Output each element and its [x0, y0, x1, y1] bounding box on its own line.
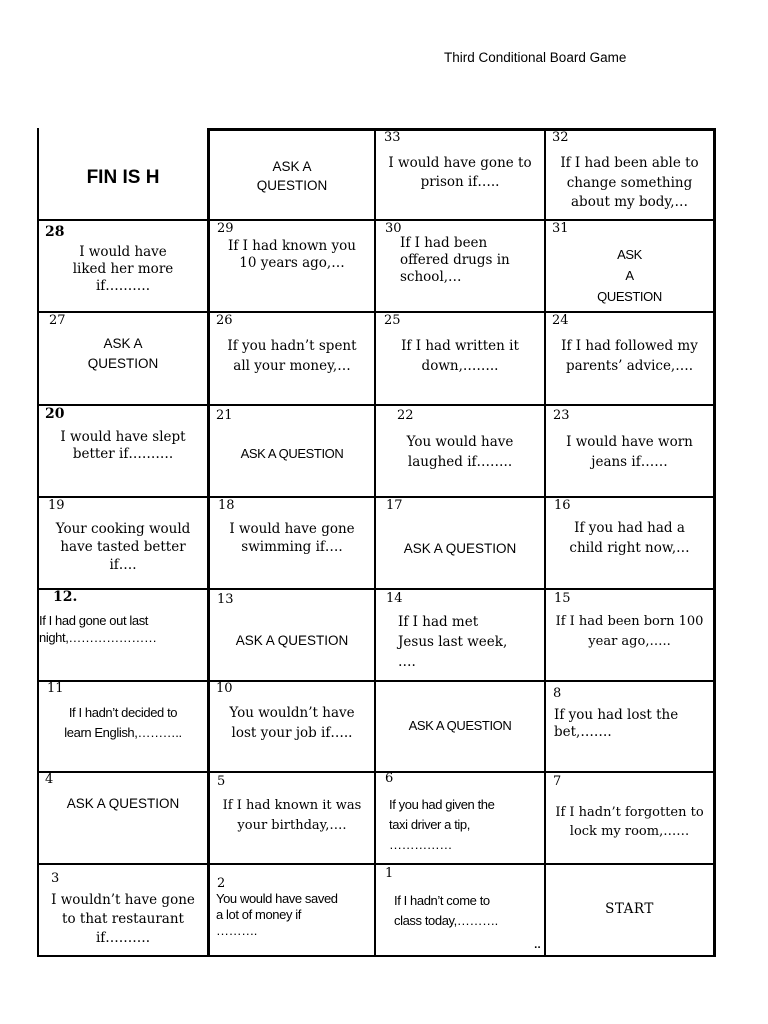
cell-number: 18 [218, 498, 235, 513]
cell-text: QUESTION [87, 356, 159, 371]
board-cell [546, 313, 713, 404]
board-cell [39, 682, 207, 771]
board-cell [210, 221, 374, 311]
cell-text: ………. [216, 923, 258, 938]
board-cell [376, 682, 544, 771]
cell-text: I would have gone to [388, 155, 532, 171]
cell-number: 24 [552, 313, 569, 328]
cell-text: ASK [617, 247, 642, 262]
cell-number: 22 [397, 408, 414, 423]
cell-text: if………. [95, 278, 151, 294]
cell-dots: .. [534, 941, 541, 951]
cell-text: I wouldn’t have gone [51, 892, 195, 908]
cell-number: 33 [384, 130, 401, 145]
cell-text: Jesus last week, [398, 634, 508, 650]
cell-number: 27 [49, 313, 66, 328]
cell-text: If I had gone out last [39, 613, 149, 628]
cell-text: ASK A QUESTION [66, 796, 180, 811]
board-cell [376, 865, 544, 955]
cell-number: 29 [217, 221, 234, 236]
cell-text: class today,………. [394, 913, 498, 928]
board-cell [39, 221, 207, 311]
cell-number: 7 [553, 774, 562, 789]
cell-number: 6 [385, 771, 394, 786]
board-cell [210, 865, 374, 955]
board-cell [39, 590, 207, 680]
start-label: START [605, 901, 654, 917]
board-cell [39, 865, 207, 955]
cell-number: 10 [216, 681, 233, 696]
cell-text: …………… [389, 837, 453, 852]
cell-text: ASK A [103, 336, 143, 351]
cell-text: bet,……. [554, 724, 612, 740]
board-cell [546, 130, 713, 219]
cell-text: You wouldn’t have [229, 705, 355, 721]
cell-text: I would have gone [229, 521, 355, 537]
board-cell [376, 221, 544, 311]
cell-text: swimming if…. [241, 539, 343, 555]
board-cell [546, 406, 713, 496]
cell-text: I would have [79, 244, 167, 260]
cell-number: 32 [552, 130, 569, 145]
cell-text: If I hadn’t come to [394, 893, 490, 908]
cell-text: …. [398, 654, 416, 670]
board-cell [39, 773, 207, 863]
cell-text: ASK A [272, 159, 312, 174]
cell-number: 8 [553, 686, 562, 701]
cell-text: to that restaurant [62, 911, 184, 927]
board-cell [376, 313, 544, 404]
cell-number: 5 [217, 774, 226, 789]
cell-text: If I had known it was [222, 798, 362, 813]
cell-text: all your money,… [233, 358, 351, 374]
cell-text: offered drugs in [400, 252, 510, 268]
start-cell [546, 865, 713, 955]
board-cell [39, 498, 207, 588]
cell-text: lost your job if….. [231, 725, 353, 741]
cell-text: liked her more [72, 261, 174, 277]
cell-text: You would have saved [216, 891, 338, 906]
cell-text: if…. [109, 557, 137, 573]
cell-number: 25 [384, 313, 401, 328]
cell-text: have tasted better [60, 539, 186, 555]
cell-text: If I had been [400, 235, 488, 251]
board-cell [546, 682, 713, 771]
cell-text: If you hadn’t spent [227, 338, 357, 354]
cell-text: 10 years ago,… [239, 255, 345, 271]
cell-text: laughed if…….. [407, 454, 513, 470]
cell-text: school,… [400, 269, 462, 285]
cell-number: 1 [385, 866, 394, 881]
cell-number: 20 [45, 406, 65, 422]
cell-number: 3 [51, 871, 60, 886]
board-cell [210, 130, 374, 219]
cell-text: QUESTION [597, 289, 662, 304]
cell-text: If I had been able to [560, 155, 699, 171]
board-cell [210, 590, 374, 680]
board-cell [376, 130, 544, 219]
cell-text: If I hadn’t forgotten to [555, 805, 704, 820]
cell-text: If I hadn’t decided to [68, 705, 178, 720]
board-cell [39, 313, 207, 404]
page-title: Third Conditional Board Game [444, 50, 627, 65]
cell-text: year ago,….. [588, 634, 671, 649]
cell-number: 19 [48, 498, 65, 513]
cell-number: 30 [385, 221, 402, 236]
board-cell [376, 498, 544, 588]
cell-text: If you had had a [574, 520, 685, 536]
cell-text: ASK A QUESTION [235, 633, 349, 648]
cell-number: 2 [217, 876, 226, 891]
cell-text: I would have slept [60, 429, 186, 445]
cell-text: If I had written it [401, 338, 519, 354]
board-cell [376, 590, 544, 680]
finish-cell [39, 130, 207, 219]
cell-text: ASK A QUESTION [408, 718, 512, 733]
cell-text: if………. [95, 930, 151, 946]
cell-number: 23 [553, 408, 570, 423]
cell-number: 13 [217, 592, 234, 607]
cell-number: 12. [53, 589, 78, 605]
cell-number: 14 [386, 591, 403, 606]
cell-text: If I had met [398, 614, 479, 630]
board-cell [546, 590, 713, 680]
board-cell [39, 406, 207, 496]
cell-number: 31 [552, 221, 569, 236]
cell-number: 21 [216, 408, 233, 423]
cell-number: 17 [386, 498, 403, 513]
cell-text: jeans if…… [591, 454, 668, 470]
cell-text: Your cooking would [55, 521, 191, 537]
board-cell [376, 773, 544, 863]
cell-text: If I had followed my [561, 338, 698, 354]
cell-text: prison if….. [420, 174, 500, 190]
cell-text: ASK A QUESTION [240, 446, 344, 461]
cell-text: about my body,… [571, 194, 688, 210]
cell-text: lock my room,…… [569, 824, 690, 839]
cell-text: taxi driver a tip, [389, 817, 470, 832]
cell-text: child right now,… [569, 540, 690, 556]
cell-number: 16 [554, 498, 571, 513]
board-cell [546, 221, 713, 311]
board-cell [210, 313, 374, 404]
cell-text: down,…….. [421, 358, 499, 374]
board-cell [210, 406, 374, 496]
cell-number: 11 [47, 681, 64, 696]
cell-text: better if………. [72, 446, 174, 462]
cell-text: If you had lost the [554, 707, 679, 723]
cell-number: 4 [45, 772, 54, 787]
cell-text: If you had given the [389, 797, 495, 812]
board-cell [210, 682, 374, 771]
board-cell [546, 498, 713, 588]
grid-line [37, 955, 715, 957]
board-cell [376, 406, 544, 496]
cell-text: I would have worn [566, 434, 693, 450]
grid-line [713, 128, 716, 957]
board-cell [210, 498, 374, 588]
cell-text: change something [566, 174, 693, 191]
cell-text: night,………………… [39, 630, 157, 645]
cell-text: If I had been born 100 [555, 614, 704, 629]
board-cell [210, 773, 374, 863]
cell-text: QUESTION [256, 178, 328, 193]
finish-label: FIN IS H [86, 167, 160, 188]
board-cell [546, 773, 713, 863]
cell-text: You would have [406, 434, 514, 450]
cell-text: learn English,……….. [64, 725, 182, 740]
cell-number: 26 [216, 313, 233, 328]
cell-text: your birthday,…. [237, 818, 347, 833]
cell-text: parents’ advice,…. [565, 358, 694, 374]
cell-text: a lot of money if [216, 907, 301, 922]
cell-text: If I had known you [228, 238, 356, 254]
cell-number: 15 [554, 591, 571, 606]
cell-text: A [625, 268, 634, 283]
cell-text: ASK A QUESTION [403, 541, 517, 556]
cell-number: 28 [45, 224, 65, 240]
